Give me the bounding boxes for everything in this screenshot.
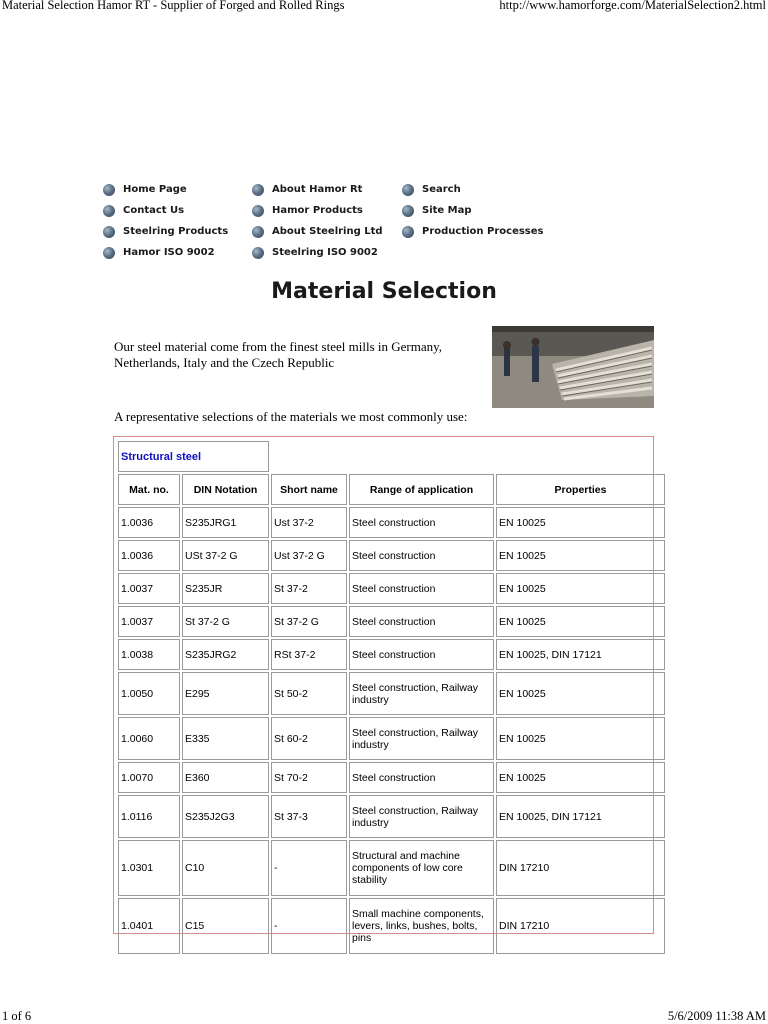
nav-link-steelring-iso-9002[interactable] <box>252 242 383 263</box>
table-cell: Steel construction, Railway industry <box>349 717 494 760</box>
nav-link-label: Production Processes <box>422 226 544 237</box>
table-row <box>118 639 665 670</box>
table-cell: - <box>271 898 347 954</box>
table-cell: Ust 37-2 <box>271 507 347 538</box>
nav-link-label: Site Map <box>422 205 472 216</box>
nav-link-label: Search <box>422 184 461 195</box>
table-cell: Steel construction, Railway industry <box>349 672 494 715</box>
nav-link-about-steelring-ltd[interactable] <box>252 221 383 242</box>
bullet-icon <box>402 205 414 217</box>
table-cell: Steel construction <box>349 540 494 571</box>
table-cell: DIN 17210 <box>496 840 665 896</box>
table-cell: 1.0037 <box>118 606 180 637</box>
table-row <box>118 840 665 896</box>
table-cell: Small machine components, levers, links, bushes, bolts, pins <box>349 898 494 954</box>
table-cell: 1.0036 <box>118 507 180 538</box>
table-cell: Steel construction <box>349 573 494 604</box>
table-cell: Steel construction <box>349 639 494 670</box>
nav-link-label: Steelring ISO 9002 <box>272 247 378 258</box>
column-header: Range of application <box>349 474 494 505</box>
table-cell: Ust 37-2 G <box>271 540 347 571</box>
nav-link-about-hamor-rt[interactable] <box>252 179 383 200</box>
nav-link-label: Hamor ISO 9002 <box>123 247 215 258</box>
table-cell: 1.0301 <box>118 840 180 896</box>
bullet-icon <box>252 184 264 196</box>
lead-text: A representative selections of the materials we most commonly use: <box>114 409 468 424</box>
nav-link-label: Hamor Products <box>272 205 363 216</box>
table-cell: DIN 17210 <box>496 898 665 954</box>
table-cell: St 37-2 G <box>182 606 269 637</box>
table-cell: 1.0037 <box>118 573 180 604</box>
table-cell: EN 10025 <box>496 606 665 637</box>
table-cell: 1.0036 <box>118 540 180 571</box>
nav-link-home-page[interactable] <box>103 179 228 200</box>
bullet-icon <box>103 205 115 217</box>
table-cell: EN 10025 <box>496 762 665 793</box>
print-header-url: http://www.hamorforge.com/MaterialSelection2.html <box>499 0 766 12</box>
table-cell: C10 <box>182 840 269 896</box>
table-cell: EN 10025 <box>496 573 665 604</box>
nav-link-production-processes[interactable] <box>402 221 544 242</box>
table-row <box>118 898 665 954</box>
nav-column-1 <box>103 179 228 263</box>
table-cell: 1.0050 <box>118 672 180 715</box>
table-cell: St 37-2 <box>271 573 347 604</box>
table-cell: E335 <box>182 717 269 760</box>
column-header: Mat. no. <box>118 474 180 505</box>
nav-link-label: Contact Us <box>123 205 185 216</box>
bullet-icon <box>402 184 414 196</box>
nav-link-label: About Steelring Ltd <box>272 226 383 237</box>
nav-column-3 <box>402 179 544 242</box>
table-cell: 1.0060 <box>118 717 180 760</box>
nav-link-label: Home Page <box>123 184 187 195</box>
bullet-icon <box>103 226 115 238</box>
table-cell: S235JRG2 <box>182 639 269 670</box>
table-cell: S235JRG1 <box>182 507 269 538</box>
nav-link-search[interactable] <box>402 179 544 200</box>
table-header-row <box>118 474 665 505</box>
table-cell: - <box>271 840 347 896</box>
table-cell: EN 10025 <box>496 540 665 571</box>
table-cell: 1.0038 <box>118 639 180 670</box>
table-cell: EN 10025 <box>496 507 665 538</box>
bullet-icon <box>402 226 414 238</box>
table-row <box>118 507 665 538</box>
table-cell: 1.0070 <box>118 762 180 793</box>
table-cell: EN 10025, DIN 17121 <box>496 795 665 838</box>
nav-link-label: Steelring Products <box>123 226 229 237</box>
steel-warehouse-image <box>492 326 654 408</box>
column-header: DIN Notation <box>182 474 269 505</box>
table-cell: EN 10025, DIN 17121 <box>496 639 665 670</box>
table-cell: Steel construction <box>349 606 494 637</box>
table-cell: Steel construction <box>349 507 494 538</box>
table-row <box>118 795 665 838</box>
nav-link-site-map[interactable] <box>402 200 544 221</box>
table-cell: St 60-2 <box>271 717 347 760</box>
table-row <box>118 717 665 760</box>
table-row <box>118 573 665 604</box>
nav-link-hamor-products[interactable] <box>252 200 383 221</box>
bullet-icon <box>252 247 264 259</box>
table-cell: 1.0116 <box>118 795 180 838</box>
bullet-icon <box>103 247 115 259</box>
page-title: Material Selection <box>271 279 497 304</box>
table-caption-row <box>118 441 665 472</box>
table-cell: Steel construction <box>349 762 494 793</box>
bullet-icon <box>252 226 264 238</box>
table-cell: St 70-2 <box>271 762 347 793</box>
print-footer-datetime: 5/6/2009 11:38 AM <box>667 1009 766 1023</box>
table-cell: Structural and machine components of low core stability <box>349 840 494 896</box>
table-row <box>118 672 665 715</box>
column-header: Properties <box>496 474 665 505</box>
table-cell: S235J2G3 <box>182 795 269 838</box>
column-header: Short name <box>271 474 347 505</box>
table-cell: Steel construction, Railway industry <box>349 795 494 838</box>
print-header-title: Material Selection Hamor RT - Supplier of Forged and Rolled Rings <box>2 0 345 12</box>
print-footer-page: 1 of 6 <box>2 1009 32 1023</box>
nav-column-2 <box>252 179 383 263</box>
table-row <box>118 762 665 793</box>
nav-link-hamor-iso-9002[interactable] <box>103 242 228 263</box>
table-cell: RSt 37-2 <box>271 639 347 670</box>
table-cell: 1.0401 <box>118 898 180 954</box>
table-cell: EN 10025 <box>496 672 665 715</box>
nav-link-contact-us[interactable] <box>103 200 228 221</box>
table-cell: St 37-3 <box>271 795 347 838</box>
table-row <box>118 606 665 637</box>
table-cell: USt 37-2 G <box>182 540 269 571</box>
nav-link-label: About Hamor Rt <box>272 184 363 195</box>
table-cell: S235JR <box>182 573 269 604</box>
table-caption: Structural steel <box>118 441 269 472</box>
table-cell: E360 <box>182 762 269 793</box>
table-cell: E295 <box>182 672 269 715</box>
table-cell: St 50-2 <box>271 672 347 715</box>
table-cell: St 37-2 G <box>271 606 347 637</box>
table-cell: EN 10025 <box>496 717 665 760</box>
table-row <box>118 540 665 571</box>
bullet-icon <box>103 184 115 196</box>
steel-bars-photo <box>492 326 654 408</box>
intro-paragraph: Our steel material come from the finest steel mills in Germany, Netherlands, Italy and the Czech Republic <box>114 339 443 370</box>
bullet-icon <box>252 205 264 217</box>
materials-table <box>116 439 667 956</box>
nav-link-steelring-products[interactable] <box>103 221 228 242</box>
table-cell: C15 <box>182 898 269 954</box>
